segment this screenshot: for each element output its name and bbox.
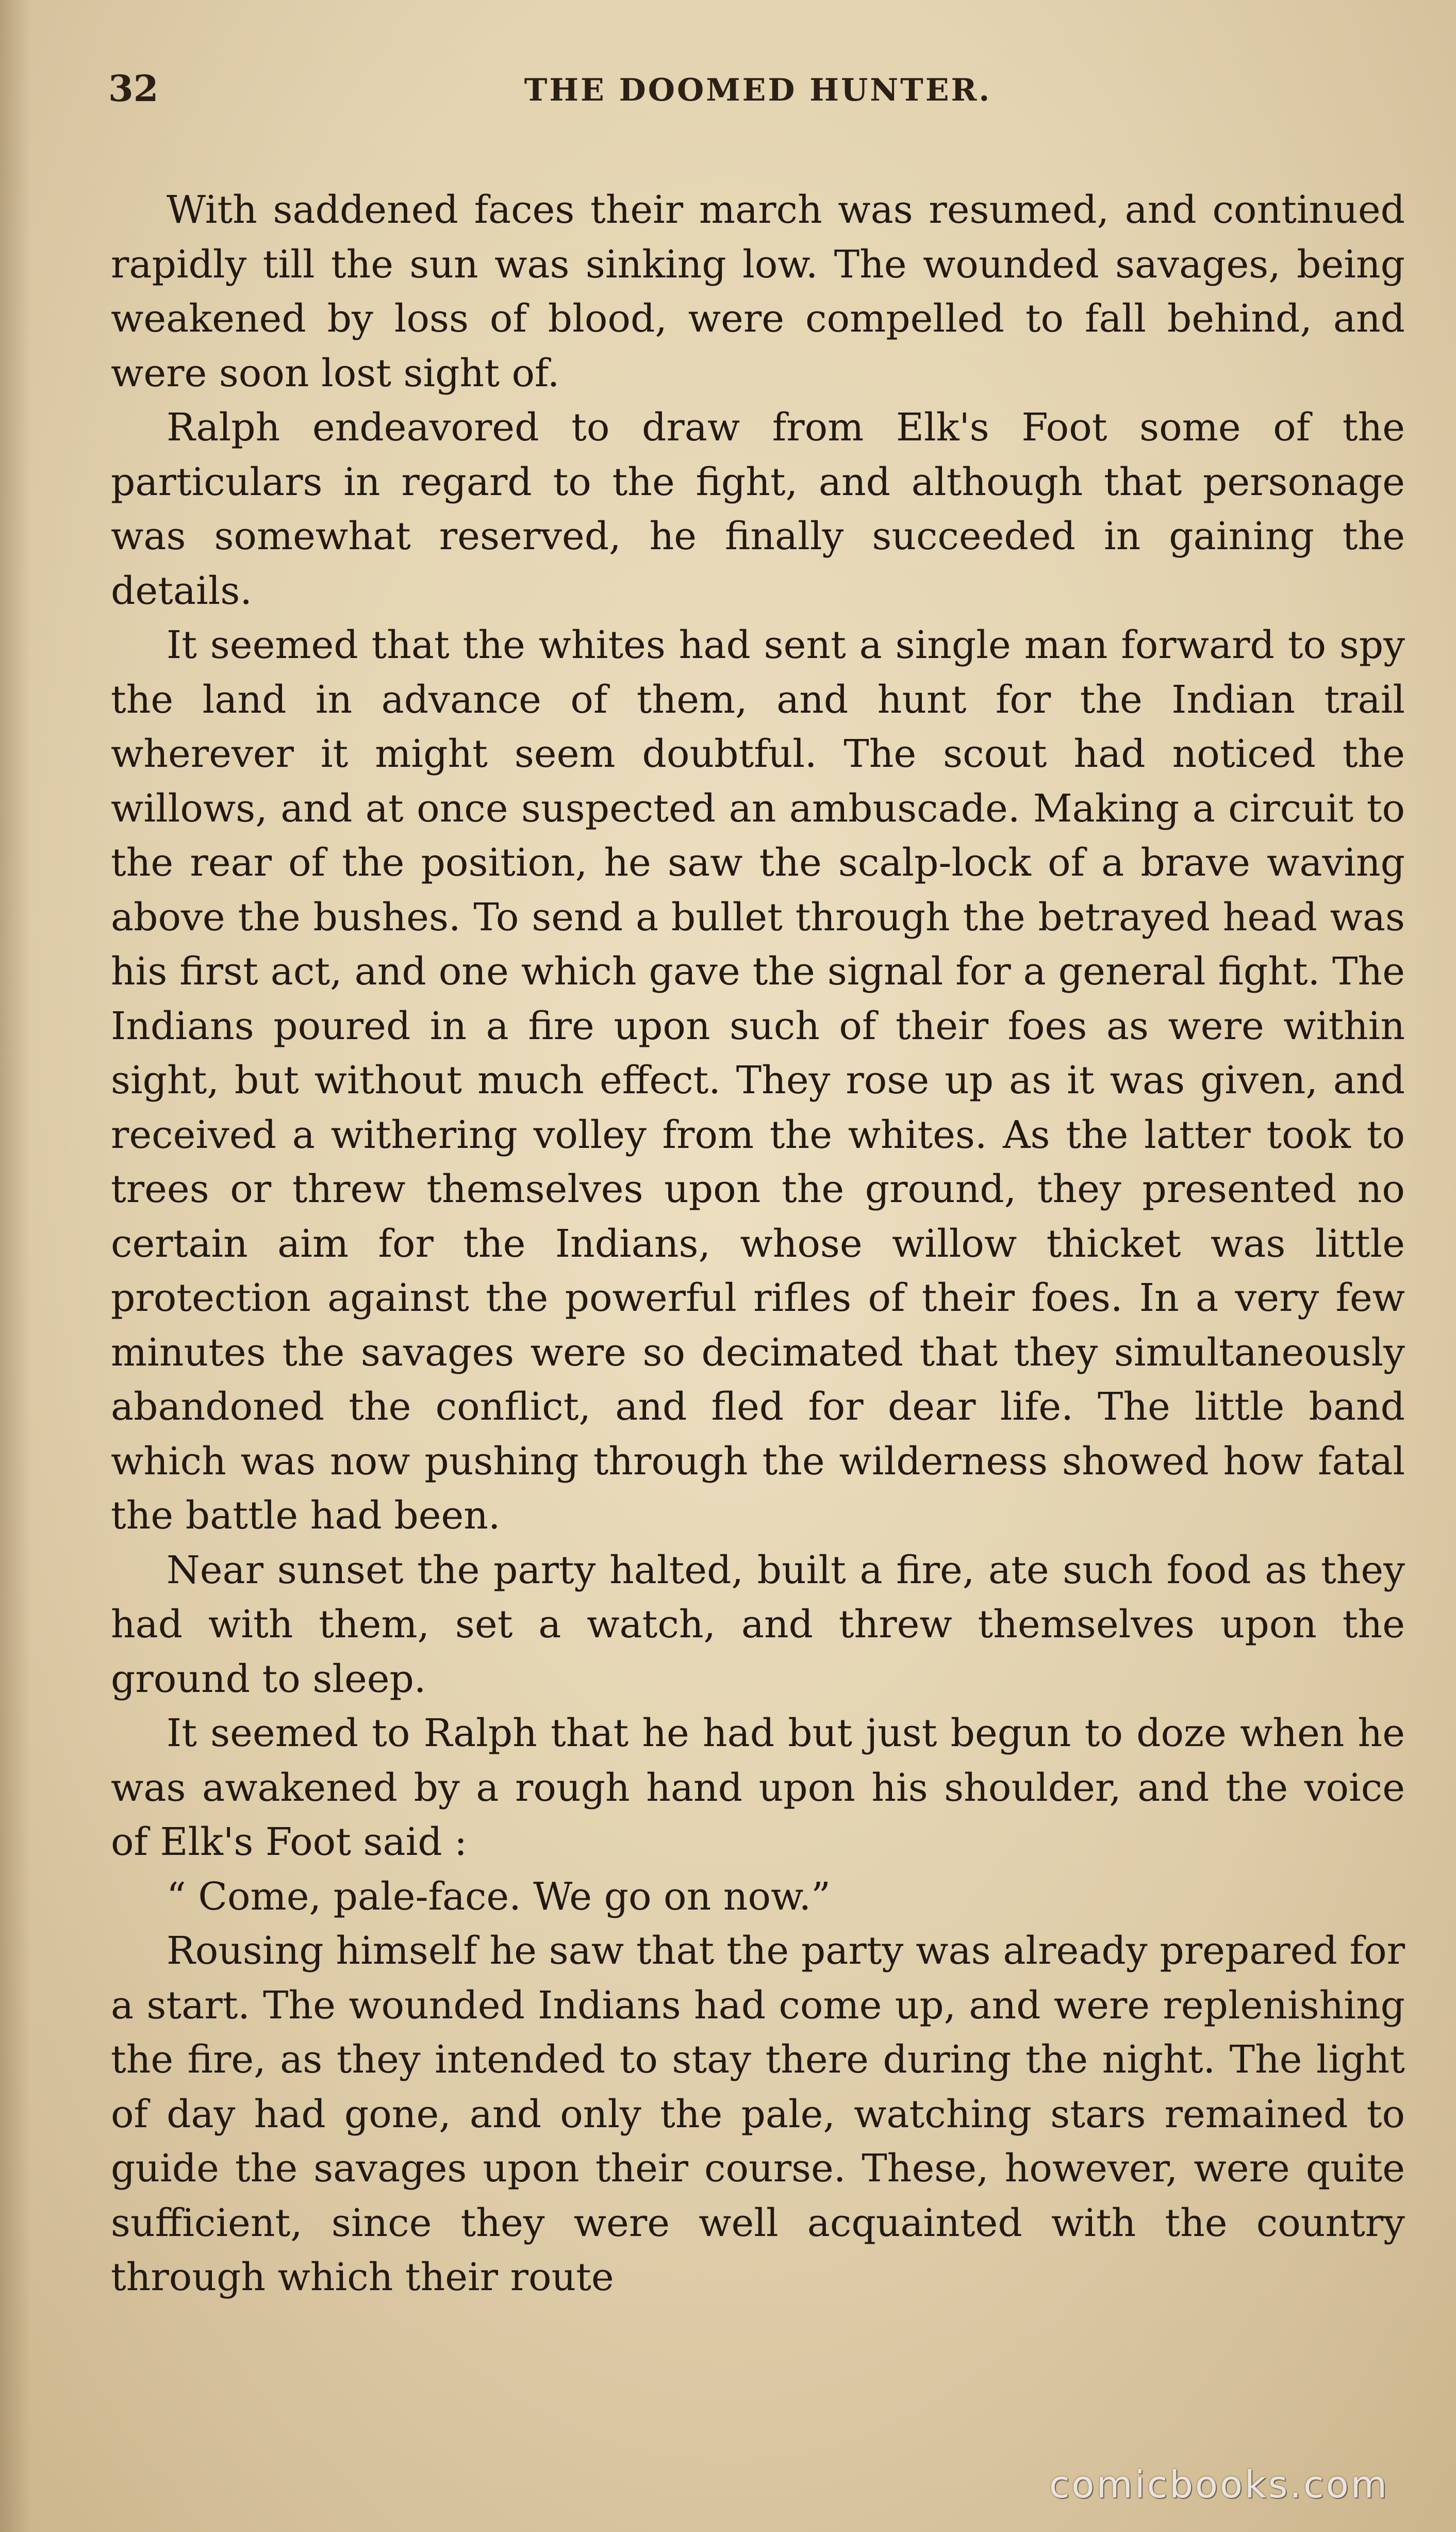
body-text [111, 183, 1405, 2305]
paragraph: Rousing himself he saw that the party was already prepared for a start. The wounded Indians had come up, and were replenishing the fire, as they intended to stay there during the night. The light of day had gone, and only the pale, watching stars remained to guide the savages upon their course. These, however, were quite sufficient, since they were well acquainted with the country through which their route [111, 1929, 1405, 2299]
page-number: 32 [108, 67, 159, 110]
paragraph: With saddened faces their march was resumed, and continued rapidly till the sun was sinking low. The wounded savages, being weakened by loss of blood, were compelled to fall behind, and were soon lost sight of. [111, 188, 1405, 396]
paragraph: Near sunset the party halted, built a fire, ate such food as they had with them, set a watch, and threw themselves upon the ground to sleep. [111, 1548, 1405, 1701]
paragraph: It seemed that the whites had sent a single man forward to spy the land in advance of them, and hunt for the Indian trail wherever it might seem doubtful. The scout had noticed the willows, and at once suspected an ambuscade. Making a circuit to the rear of the position, he saw the scalp-lock of a brave waving above the bushes. To send a bullet through the betrayed head was his first act, and one which gave the signal for a general fight. The Indians poured in a fire upon such of their foes as were within sight, but without much effect. They rose up as it was given, and received a withering volley from the whites. As the latter took to trees or threw themselves upon the ground, they presented no certain aim for the Indians, whose willow thicket was little protection against the powerful rifles of their foes. In a very few minutes the savages were so decimated that they simultaneously abandoned the conflict, and fled for dear life. The little band which was now pushing through the wilderness showed how fatal the battle had been. [111, 623, 1405, 1538]
paragraph: It seemed to Ralph that he had but just begun to doze when he was awakened by a rough hand upon his shoulder, and the voice of Elk's Foot said : [111, 1711, 1405, 1864]
running-title: THE DOOMED HUNTER. [524, 72, 992, 108]
watermark: comicbooks.com [1049, 2463, 1389, 2506]
page-gutter-shadow [0, 0, 31, 2532]
dialogue-paragraph: “ Come, pale-face. We go on now.” [167, 1874, 831, 1919]
page-header [108, 67, 1408, 119]
paragraph: Ralph endeavored to draw from Elk's Foot some of the particulars in regard to the fight, and although that personage was somewhat reserved, he finally succeeded in gaining the details. [111, 405, 1405, 613]
